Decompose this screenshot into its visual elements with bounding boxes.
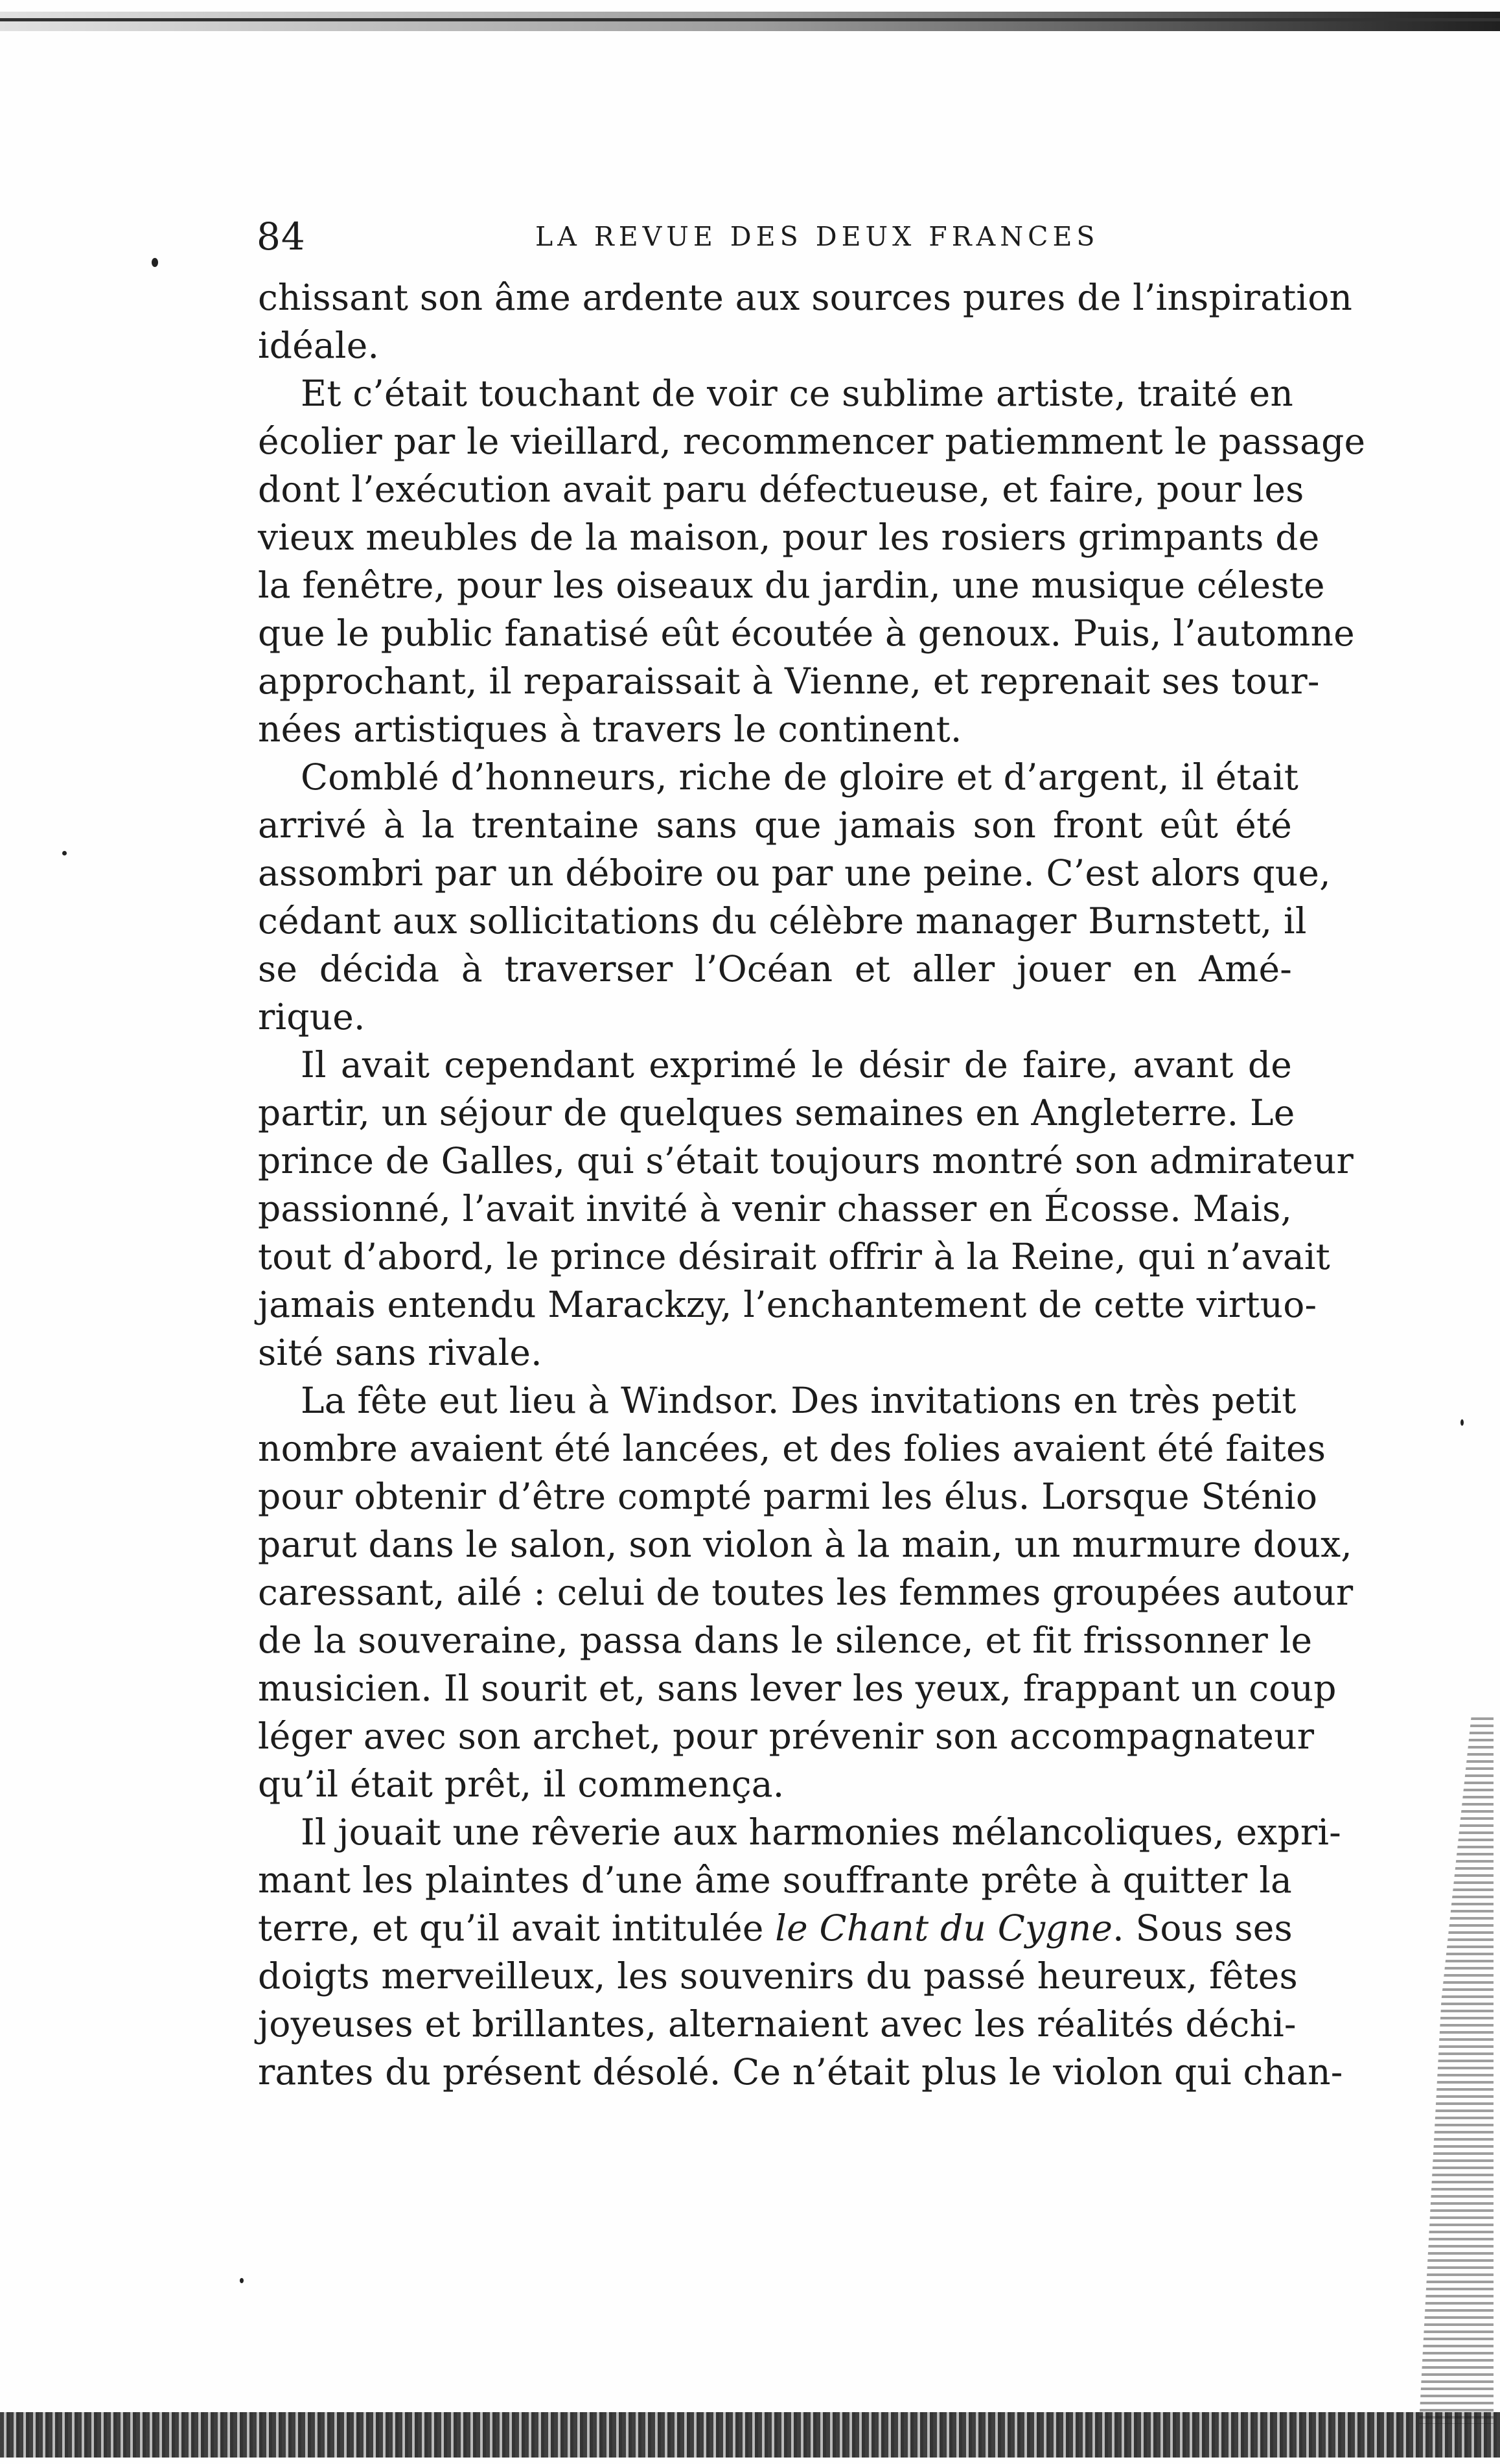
page-header [257, 207, 1300, 266]
text-line: musicien. Il sourit et, sans lever les yeux, frappant un coup [258, 1668, 1337, 1709]
margin-speck [1460, 1419, 1464, 1426]
text-line: tout d’abord, le prince désirait offrir à la Reine, qui n’avait [258, 1236, 1330, 1277]
italic-title: le Chant du Cygne [775, 1907, 1113, 1949]
text-line: approchant, il reparaissait à Vienne, et reprenait ses tour- [258, 660, 1320, 702]
text-line: cédant aux sollicitations du célèbre manager Burnstett, il [258, 900, 1307, 942]
margin-speck [62, 851, 67, 855]
text-line: passionné, l’avait invité à venir chasser en Écosse. Mais, [258, 1188, 1293, 1229]
text-line: La fête eut lieu à Windsor. Des invitations en très petit [301, 1380, 1297, 1421]
text-line: joyeuses et brillantes, alternaient avec les réalités déchi- [258, 2003, 1297, 2045]
text-line: caressant, ailé : celui de toutes les femmes groupées autour [258, 1572, 1354, 1613]
text-fragment: terre, et qu’il avait intitulée [258, 1907, 776, 1949]
text-line: Il avait cependant exprimé le désir de faire, avant de [301, 1044, 1292, 1086]
text-line: Et c’était touchant de voir ce sublime artiste, traité en [301, 373, 1294, 414]
text-line: écolier par le vieillard, recommencer patiemment le passage [258, 421, 1366, 462]
running-title: LA REVUE DES DEUX FRANCES [535, 221, 1100, 252]
text-line: la fenêtre, pour les oiseaux du jardin, une musique céleste [258, 564, 1325, 606]
text-line: rantes du présent désolé. Ce n’était plus le violon qui chan- [258, 2051, 1343, 2093]
text-line: nombre avaient été lancées, et des folies avaient été faites [258, 1428, 1326, 1469]
text-line: se décida à traverser l’Océan et aller jouer en Amé- [258, 948, 1292, 990]
margin-speck [152, 258, 158, 267]
body-text [258, 273, 1366, 2096]
text-line: pour obtenir d’être compté parmi les élus. Lorsque Sténio [258, 1476, 1318, 1517]
scan-top-edge [0, 12, 1500, 31]
scan-bottom-edge [0, 2412, 1500, 2458]
text-line: jamais entendu Marackzy, l’enchantement de cette virtuo- [258, 1284, 1317, 1325]
scan-right-edge [1419, 1717, 1494, 2424]
text-line: qu’il était prêt, il commença. [258, 1763, 785, 1805]
text-line: arrivé à la trentaine sans que jamais son front eût été [258, 804, 1292, 846]
text-line: vieux meubles de la maison, pour les rosiers grimpants de [258, 517, 1320, 558]
text-line: Comblé d’honneurs, riche de gloire et d’argent, il était [301, 756, 1299, 798]
text-line: assombri par un déboire ou par une peine. C’est alors que, [258, 852, 1331, 894]
text-line: que le public fanatisé eût écoutée à genoux. Puis, l’automne [258, 612, 1355, 654]
text-line: léger avec son archet, pour prévenir son accompagnateur [258, 1715, 1315, 1757]
text-line: doigts merveilleux, les souvenirs du passé heureux, fêtes [258, 1955, 1298, 1997]
text-line: prince de Galles, qui s’était toujours montré son admirateur [258, 1140, 1354, 1181]
text-line: Il jouait une rêverie aux harmonies mélancoliques, expri- [301, 1811, 1341, 1853]
text-line-with-title [258, 1904, 1292, 1952]
text-fragment: . Sous ses [1113, 1907, 1293, 1949]
text-line: sité sans rivale. [258, 1332, 542, 1373]
text-line: parut dans le salon, son violon à la main, un murmure doux, [258, 1524, 1352, 1565]
text-line: chissant son âme ardente aux sources pures de l’inspiration [258, 277, 1353, 318]
text-line: de la souveraine, passa dans le silence, et fit frissonner le [258, 1620, 1313, 1661]
text-line: dont l’exécution avait paru défectueuse, et faire, pour les [258, 469, 1304, 510]
page-number: 84 [257, 215, 306, 259]
text-line: partir, un séjour de quelques semaines en Angleterre. Le [258, 1092, 1295, 1133]
text-line: nées artistiques à travers le continent. [258, 708, 962, 750]
text-line: rique. [258, 996, 365, 1038]
text-line: mant les plaintes d’une âme souffrante prête à quitter la [258, 1859, 1292, 1901]
margin-speck [240, 2278, 244, 2283]
scan-top-line [0, 18, 1500, 21]
text-line: idéale. [258, 325, 380, 366]
